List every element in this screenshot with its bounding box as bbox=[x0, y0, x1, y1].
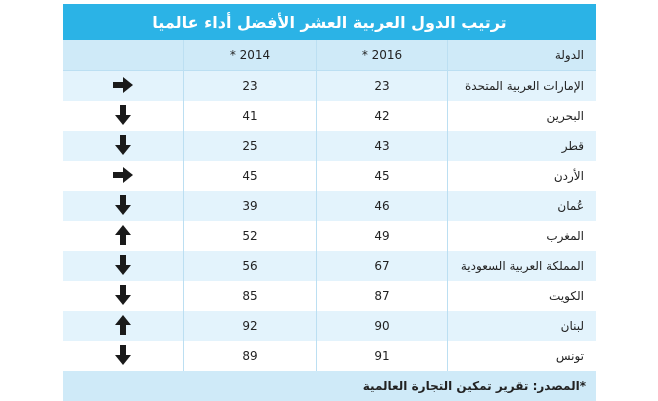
rank-2016-cell: 87 bbox=[317, 281, 448, 311]
header-2014: 2014 * bbox=[184, 40, 317, 71]
rank-2016-cell: 90 bbox=[317, 311, 448, 341]
down-arrow-icon bbox=[115, 255, 131, 278]
down-arrow-icon bbox=[115, 285, 131, 308]
header-row bbox=[63, 40, 596, 71]
country-cell: لبنان bbox=[448, 311, 597, 341]
rank-2016-cell: 23 bbox=[317, 71, 448, 102]
table-row bbox=[63, 71, 596, 102]
down-arrow-icon bbox=[115, 135, 131, 158]
rank-2014-cell: 52 bbox=[184, 221, 317, 251]
header-2016: 2016 * bbox=[317, 40, 448, 71]
rank-2014-cell: 23 bbox=[184, 71, 317, 102]
country-cell: المغرب bbox=[448, 221, 597, 251]
rank-2016-cell: 45 bbox=[317, 161, 448, 191]
rank-2014-cell: 92 bbox=[184, 311, 317, 341]
table-row bbox=[63, 131, 596, 161]
table-row bbox=[63, 251, 596, 281]
trend-cell bbox=[63, 251, 184, 281]
table-body bbox=[63, 71, 596, 372]
right-arrow-icon bbox=[113, 167, 133, 186]
trend-cell bbox=[63, 191, 184, 221]
country-cell: الكويت bbox=[448, 281, 597, 311]
header-trend bbox=[63, 40, 184, 71]
rank-2016-cell: 46 bbox=[317, 191, 448, 221]
country-cell: عُمان bbox=[448, 191, 597, 221]
rank-2014-cell: 85 bbox=[184, 281, 317, 311]
trend-cell bbox=[63, 161, 184, 191]
table-row bbox=[63, 221, 596, 251]
country-cell: الإمارات العربية المتحدة bbox=[448, 71, 597, 102]
rank-2014-cell: 56 bbox=[184, 251, 317, 281]
ranking-table bbox=[63, 40, 596, 371]
country-cell: تونس bbox=[448, 341, 597, 371]
country-cell: البحرين bbox=[448, 101, 597, 131]
rank-2016-cell: 49 bbox=[317, 221, 448, 251]
country-cell: الأردن bbox=[448, 161, 597, 191]
trend-cell bbox=[63, 131, 184, 161]
rank-2014-cell: 45 bbox=[184, 161, 317, 191]
rank-2016-cell: 43 bbox=[317, 131, 448, 161]
trend-cell bbox=[63, 221, 184, 251]
rank-2014-cell: 41 bbox=[184, 101, 317, 131]
country-cell: قطر bbox=[448, 131, 597, 161]
trend-cell bbox=[63, 311, 184, 341]
table-row bbox=[63, 101, 596, 131]
trend-cell bbox=[63, 101, 184, 131]
table-row bbox=[63, 311, 596, 341]
trend-cell bbox=[63, 71, 184, 102]
ranking-table-container bbox=[63, 4, 596, 401]
trend-cell bbox=[63, 341, 184, 371]
down-arrow-icon bbox=[115, 105, 131, 128]
up-arrow-icon bbox=[115, 315, 131, 338]
rank-2014-cell: 39 bbox=[184, 191, 317, 221]
rank-2014-cell: 89 bbox=[184, 341, 317, 371]
rank-2014-cell: 25 bbox=[184, 131, 317, 161]
down-arrow-icon bbox=[115, 345, 131, 368]
right-arrow-icon bbox=[113, 77, 133, 96]
table-row bbox=[63, 341, 596, 371]
down-arrow-icon bbox=[115, 195, 131, 218]
rank-2016-cell: 67 bbox=[317, 251, 448, 281]
table-row bbox=[63, 161, 596, 191]
source-note: *المصدر: تقرير تمكين التجارة العالمية bbox=[63, 371, 596, 401]
trend-cell bbox=[63, 281, 184, 311]
rank-2016-cell: 91 bbox=[317, 341, 448, 371]
country-cell: المملكة العربية السعودية bbox=[448, 251, 597, 281]
table-title: ترتيب الدول العربية العشر الأفضل أداء عالميا bbox=[63, 4, 596, 40]
up-arrow-icon bbox=[115, 225, 131, 248]
table-row bbox=[63, 281, 596, 311]
header-country: الدولة bbox=[448, 40, 597, 71]
rank-2016-cell: 42 bbox=[317, 101, 448, 131]
table-row bbox=[63, 191, 596, 221]
